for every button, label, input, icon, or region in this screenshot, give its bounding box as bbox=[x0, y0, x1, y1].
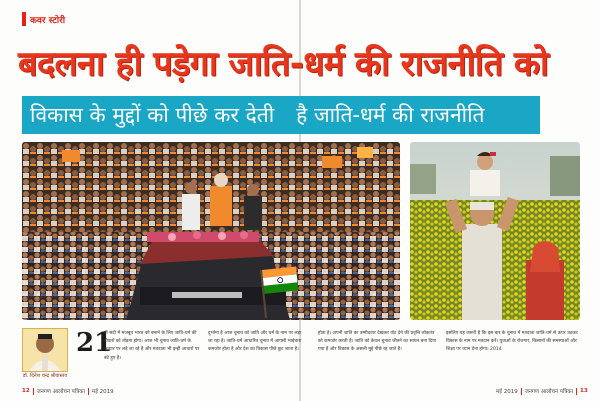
section-tag bbox=[22, 11, 65, 27]
subhead-part-2: है जाति-धर्म की राजनीति bbox=[296, 103, 485, 127]
drop-cap: 21 bbox=[76, 328, 113, 358]
body-column-4: इसलिए यह जरूरी है कि इस बार के चुनाव में मतदाता जाति-धर्म से ऊपर उठकर विकास के नाम पर मतदान करें। युवाओं के रोजगार, किसानों की समस्याओं और शिक्षा पर ध्यान देना होगा। 2014 bbox=[446, 331, 578, 353]
body-column-2: दुर्भाग्य है आज चुनाव को जाति और धर्म के नाम पर लड़ा जा रहा है। जाति-धर्म आधारित चुनाव में आपसी भाईचारा कमजोर होता है और देश का विकास पीछे छूट जाता है। bbox=[208, 331, 302, 353]
publication-name-right: जनगण आलोचन पत्रिका bbox=[524, 389, 574, 395]
subhead-band bbox=[22, 96, 540, 134]
subhead-part-1: विकास के मुद्दों को पीछे कर देती bbox=[30, 103, 275, 127]
body-column-3: होता है। अपनी जाति का उम्मीदवार देखकर वोट देने की प्रवृत्ति लोकतंत्र को कमजोर करती है। जाति को केवल चुनाव जीतने का साधन बना दिया गया है और विकास के असली मुद्दे पीछे रह जाते हैं। bbox=[318, 331, 436, 353]
author-photo bbox=[22, 328, 68, 372]
author-box bbox=[22, 328, 68, 384]
headline: बदलना ही पड़ेगा जाति-धर्म की राजनीति को bbox=[18, 44, 549, 84]
rally-photo bbox=[22, 142, 400, 320]
body-column-1: वीं सदी में मजबूत भारत को बनाने के लिए जाति-धर्म की दीवारों को तोड़ना होगा। आज भी चुनाव जाति-धर्म के आधार पर लड़े जा रहे हैं और मतदाता भी इन्हीं आधारों पर बंटे हुए हैं। bbox=[104, 331, 200, 361]
page-number-left: 12 bbox=[22, 388, 30, 394]
author-name: डॉ. दिनेश चन्द्र श्रीवास्तव bbox=[22, 373, 68, 379]
footer-right bbox=[496, 386, 588, 396]
section-tag-marker bbox=[22, 12, 26, 26]
publication-name-left: जनगण आलोचन पत्रिका bbox=[36, 389, 85, 395]
family-field-photo bbox=[410, 142, 580, 320]
section-tag-label: कवर स्टोरी bbox=[30, 15, 66, 26]
issue-date-left: मई 2019 bbox=[91, 389, 114, 395]
page-number-right: 13 bbox=[580, 388, 588, 394]
issue-date-right: मई 2019 bbox=[496, 389, 518, 395]
footer-left bbox=[22, 386, 114, 396]
